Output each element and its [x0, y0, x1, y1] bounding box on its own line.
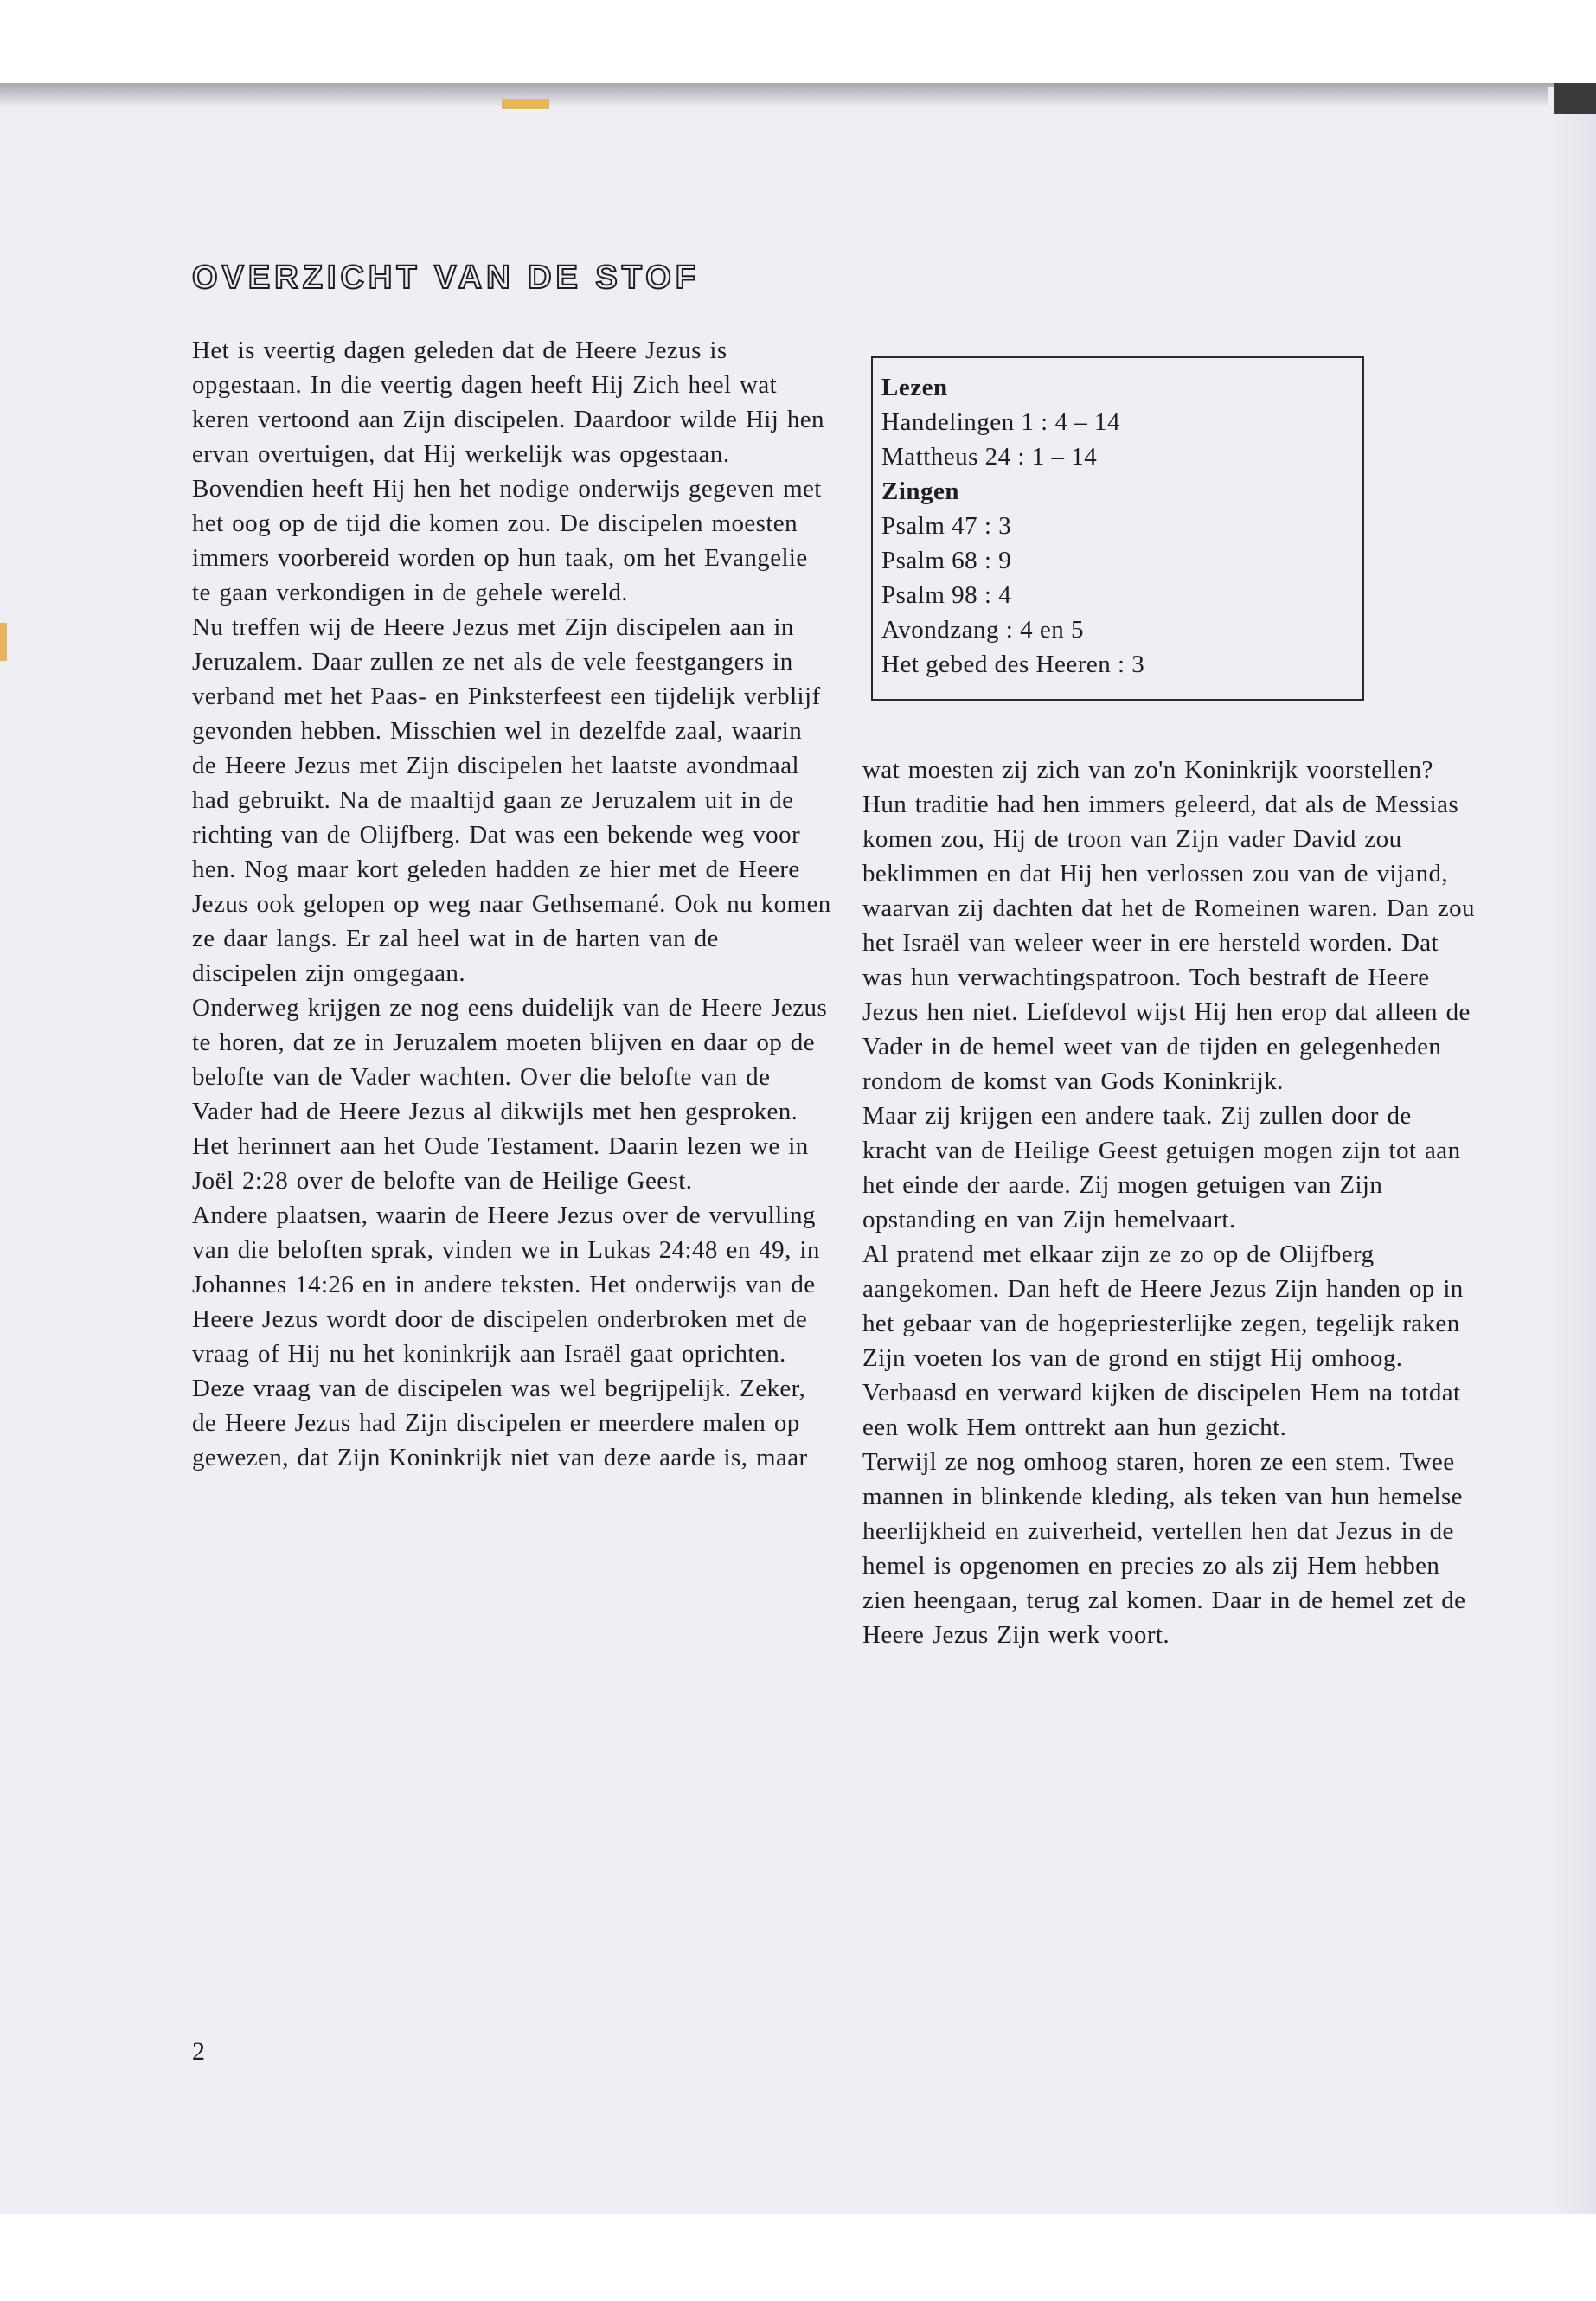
sing-item: Psalm 98 : 4 — [881, 581, 1012, 609]
page-top-edge — [0, 83, 1596, 106]
page-number: 2 — [192, 2037, 205, 2066]
paragraph: Het is veertig dagen geleden dat de Heere Jezus is opgestaan. In die veertig dagen heeft Hij Zich heel wat keren vertoond aan Zijn discipelen. Daardoor wilde Hij hen ervan overtuigen, dat Hij werkelijk was opgestaan. Bovendien heeft Hij hen het nodige onderwijs gegeven met het oog op de tijd die komen zou. De discipelen moesten immers voorbereid worden op hun taak, om het Evangelie te gaan verkondigen in de gehele wereld. — [192, 336, 824, 606]
paragraph: Maar zij krijgen een andere taak. Zij zullen door de kracht van de Heilige Geest getuigen mogen zijn tot aan het einde der aarde. Zij mogen getuigen van Zijn opstanding en van Zijn hemelvaart. — [862, 1102, 1461, 1234]
right-corner-shadow — [1554, 83, 1596, 114]
paragraph: Hun traditie had hen immers geleerd, dat als de Messias komen zou, Hij de troon van Zijn vader David zou beklimmen en dat Hij hen verlossen zou van de vijand, waarvan zij dachten dat het de Romeinen waren. Dan zou het Israël van weleer weer in ere hersteld worden. Dat was hun verwachtingspatroon. Toch bestraft de Heere Jezus hen niet. Liefdevol wijst Hij hen erop dat alleen de Vader in de hemel weet van de tijden en gelegenheden rondom de komst van Gods Koninkrijk. — [862, 791, 1475, 1095]
reading-box — [871, 356, 1364, 701]
paragraph: wat moesten zij zich van zo'n Koninkrijk voorstellen? — [862, 756, 1433, 784]
right-page-edge — [1548, 87, 1596, 2214]
paragraph: Onderweg krijgen ze nog eens duidelijk van de Heere Jezus te horen, dat ze in Jeruzalem moeten blijven en daar op de belofte van de Vader wachten. Over die belofte van de Vader had de Heere Jezus al dikwijls met hen gesproken. Het herinnert aan het Oude Testament. Daarin lezen we in Joël 2:28 over de belofte van de Heilige Geest. — [192, 994, 828, 1195]
read-heading: Lezen — [881, 374, 948, 401]
sing-item: Het gebed des Heeren : 3 — [881, 651, 1145, 678]
left-edge-marker — [0, 623, 7, 661]
top-edge-accent — [502, 99, 549, 109]
read-item: Mattheus 24 : 1 – 14 — [881, 443, 1098, 471]
paragraph: Al pratend met elkaar zijn ze zo op de Olijfberg aangekomen. Dan heft de Heere Jezus Zijn handen op in het gebaar van de hogepriesterlijke zegen, tegelijk raken Zijn voeten los van de grond en stijgt Hij omhoog. Verbaasd en verward kijken de discipelen Hem na totdat een wolk Hem onttrekt aan hun gezicht. — [862, 1240, 1464, 1441]
paragraph: Nu treffen wij de Heere Jezus met Zijn discipelen aan in Jeruzalem. Daar zullen ze net als de vele feestgangers in verband met het Paas- en Pinksterfeest een tijdelijk verblijf gevonden hebben. Misschien wel in dezelfde zaal, waarin de Heere Jezus met Zijn discipelen het laatste avondmaal had gebruikt. Na de maaltijd gaan ze Jeruzalem uit in de richting van de Olijfberg. Dat was een bekende weg voor hen. Nog maar kort geleden hadden ze hier met de Heere Jezus ook gelopen op weg naar Gethsemané. Ook nu komen ze daar langs. Er zal heel wat in de harten van de discipelen zijn omgegaan. — [192, 613, 831, 987]
paragraph: Andere plaatsen, waarin de Heere Jezus over de vervulling van die beloften sprak, vinden we in Lukas 24:48 en 49, in Johannes 14:26 en in andere teksten. Het onderwijs van de Heere Jezus wordt door de discipelen onderbroken met de vraag of Hij nu het koninkrijk aan Israël gaat oprichten. Deze vraag van de discipelen was wel begrijpelijk. Zeker, de Heere Jezus had Zijn discipelen er meerdere malen op gewezen, dat Zijn Koninkrijk niet van deze aarde is, maar — [192, 1202, 820, 1471]
section-title: OVERZICHT VAN DE STOF — [192, 260, 701, 296]
paragraph: Terwijl ze nog omhoog staren, horen ze een stem. Twee mannen in blinkende kleding, als teken van hun hemelse heerlijkheid en zuiverheid, vertellen hen dat Jezus in de hemel is opgenomen en precies zo als zij Hem hebben zien heengaan, terug zal komen. Daar in de hemel zet de Heere Jezus Zijn werk voort. — [862, 1448, 1466, 1649]
sing-item: Psalm 68 : 9 — [881, 547, 1012, 574]
sing-heading: Zingen — [881, 478, 960, 505]
read-item: Handelingen 1 : 4 – 14 — [881, 408, 1120, 436]
left-column — [192, 333, 832, 1475]
right-column — [862, 753, 1477, 1652]
sing-item: Avondzang : 4 en 5 — [881, 616, 1084, 644]
sing-item: Psalm 47 : 3 — [881, 512, 1012, 540]
